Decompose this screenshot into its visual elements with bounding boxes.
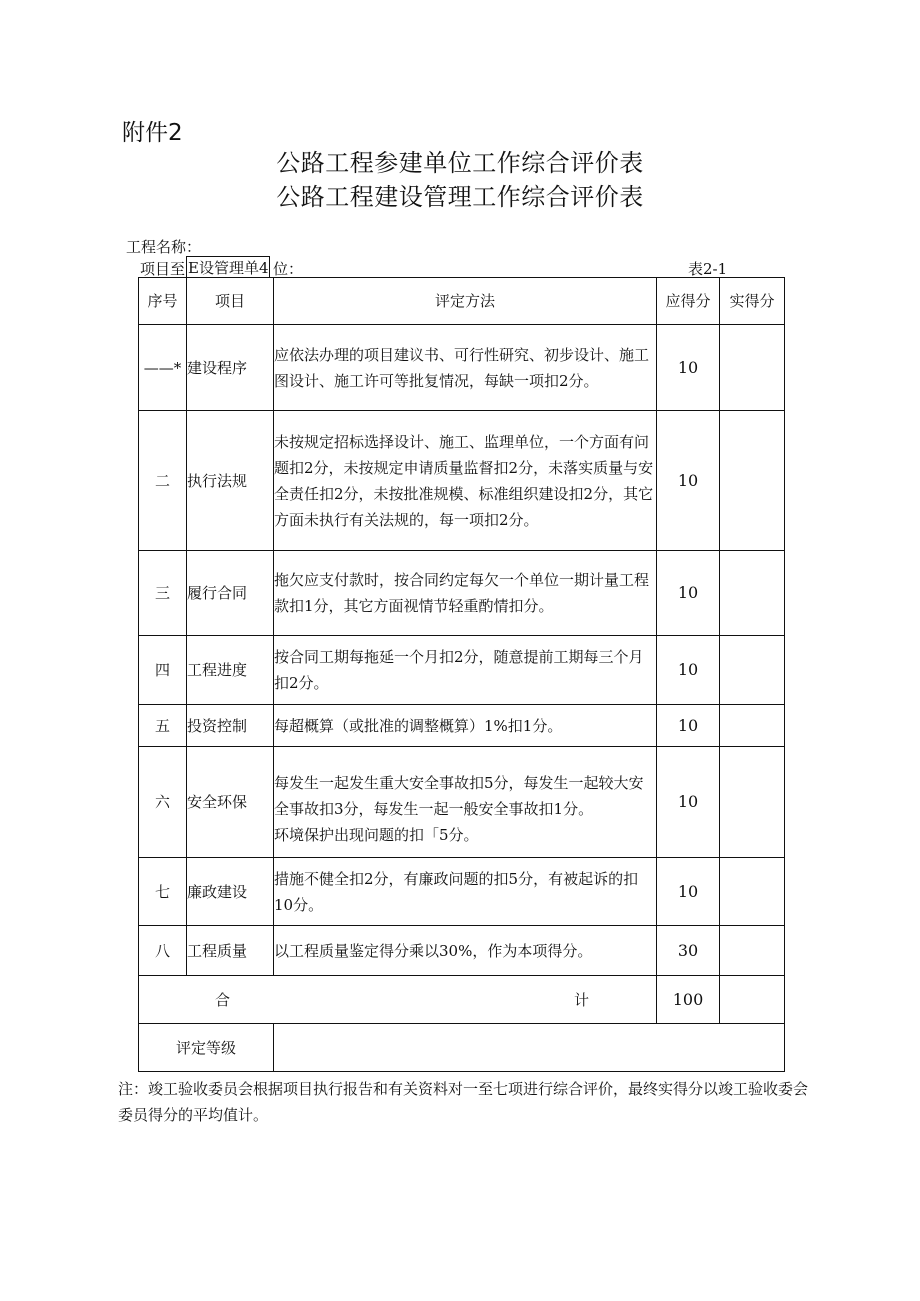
row-score: 10 xyxy=(657,747,720,858)
row-actual xyxy=(720,411,785,551)
grade-row xyxy=(139,1024,785,1072)
unit-label-suffix: 位： xyxy=(273,260,304,278)
row-actual xyxy=(720,705,785,747)
row-item: 投资控制 xyxy=(187,705,274,747)
row-actual xyxy=(720,551,785,636)
table-header-row xyxy=(139,278,785,325)
row-num: 四 xyxy=(139,636,187,705)
row-actual xyxy=(720,858,785,926)
unit-label-box: E设管理单4 xyxy=(186,256,270,277)
row-actual xyxy=(720,325,785,411)
row-method: 措施不健全扣2分，有廉政问题的扣5分，有被起诉的扣10分。 xyxy=(274,858,657,926)
table-row xyxy=(139,858,785,926)
row-score: 10 xyxy=(657,325,720,411)
row-item: 廉政建设 xyxy=(187,858,274,926)
row-num: 三 xyxy=(139,551,187,636)
row-score: 10 xyxy=(657,411,720,551)
table-row xyxy=(139,705,785,747)
row-num: 七 xyxy=(139,858,187,926)
row-actual xyxy=(720,747,785,858)
total-score: 100 xyxy=(657,976,720,1024)
unit-label-prefix: 项目至 xyxy=(140,260,186,278)
row-method: 每发生一起发生重大安全事故扣5分，每发生一起较大安全事故扣3分，每发生一起一般安全事故扣1分。 xyxy=(274,774,644,818)
title-line-1: 公路工程参建单位工作综合评价表 xyxy=(276,149,644,177)
row-method: 以工程质量鉴定得分乘以30%，作为本项得分。 xyxy=(274,926,657,976)
row-item: 工程质量 xyxy=(187,926,274,976)
row-method: 每超概算（或批准的调整概算）1%扣1分。 xyxy=(274,705,657,747)
table-row xyxy=(139,636,785,705)
header-actual: 实得分 xyxy=(720,278,785,325)
grade-label: 评定等级 xyxy=(139,1024,274,1072)
row-score: 10 xyxy=(657,858,720,926)
project-name-label: 工程名称： xyxy=(126,238,202,256)
row-num: 八 xyxy=(139,926,187,976)
row-method-extra: 环境保护出现问题的扣「5分。 xyxy=(274,826,479,844)
table-row xyxy=(139,747,785,858)
row-num: 六 xyxy=(139,747,187,858)
row-actual xyxy=(720,926,785,976)
row-actual xyxy=(720,636,785,705)
row-num: 二 xyxy=(139,411,187,551)
attachment-label: 附件2 xyxy=(122,120,183,146)
grade-value xyxy=(274,1024,785,1072)
title-line-2: 公路工程建设管理工作综合评价表 xyxy=(276,183,644,211)
row-score: 10 xyxy=(657,705,720,747)
footnote: 注：竣工验收委员会根据项目执行报告和有关资料对一至七项进行综合评价，最终实得分以竣工验收委会委员得分的平均值计。 xyxy=(118,1080,809,1124)
row-item: 工程进度 xyxy=(187,636,274,705)
table-row xyxy=(139,551,785,636)
row-item: 安全环保 xyxy=(187,747,274,858)
table-row xyxy=(139,325,785,411)
header-num: 序号 xyxy=(139,278,187,325)
row-method-cell xyxy=(274,747,657,858)
row-score: 10 xyxy=(657,551,720,636)
row-item: 执行法规 xyxy=(187,411,274,551)
total-actual xyxy=(720,976,785,1024)
total-label-right: 计 xyxy=(573,990,589,1009)
row-num: ——* xyxy=(139,325,187,411)
table-row xyxy=(139,926,785,976)
evaluation-table xyxy=(138,277,785,1072)
header-score: 应得分 xyxy=(657,278,720,325)
header-item: 项目 xyxy=(187,278,274,325)
row-item: 履行合同 xyxy=(187,551,274,636)
table-row xyxy=(139,411,785,551)
row-method: 拖欠应支付款时，按合同约定每欠一个单位一期计量工程款扣1分，其它方面视情节轻重酌情扣分。 xyxy=(274,551,657,636)
header-method: 评定方法 xyxy=(274,278,657,325)
table-number: 表2-1 xyxy=(688,260,728,278)
row-method: 应依法办理的项目建议书、可行性研究、初步设计、施工图设计、施工许可等批复情况，每缺一项扣2分。 xyxy=(274,325,657,411)
total-label-left: 合 xyxy=(215,990,231,1009)
total-label-cell xyxy=(139,976,657,1024)
row-method: 按合同工期每拖延一个月扣2分，随意提前工期每三个月扣2分。 xyxy=(274,636,657,705)
row-item: 建设程序 xyxy=(187,325,274,411)
total-row xyxy=(139,976,785,1024)
row-score: 10 xyxy=(657,636,720,705)
row-score: 30 xyxy=(657,926,720,976)
row-method: 未按规定招标选择设计、施工、监理单位，一个方面有问题扣2分，未按规定申请质量监督扣2分，未落实质量与安全责任扣2分，未按批准规模、标准组织建设扣2分，其它方面未执行有关法规的，每一项扣2分。 xyxy=(274,411,657,551)
row-num: 五 xyxy=(139,705,187,747)
